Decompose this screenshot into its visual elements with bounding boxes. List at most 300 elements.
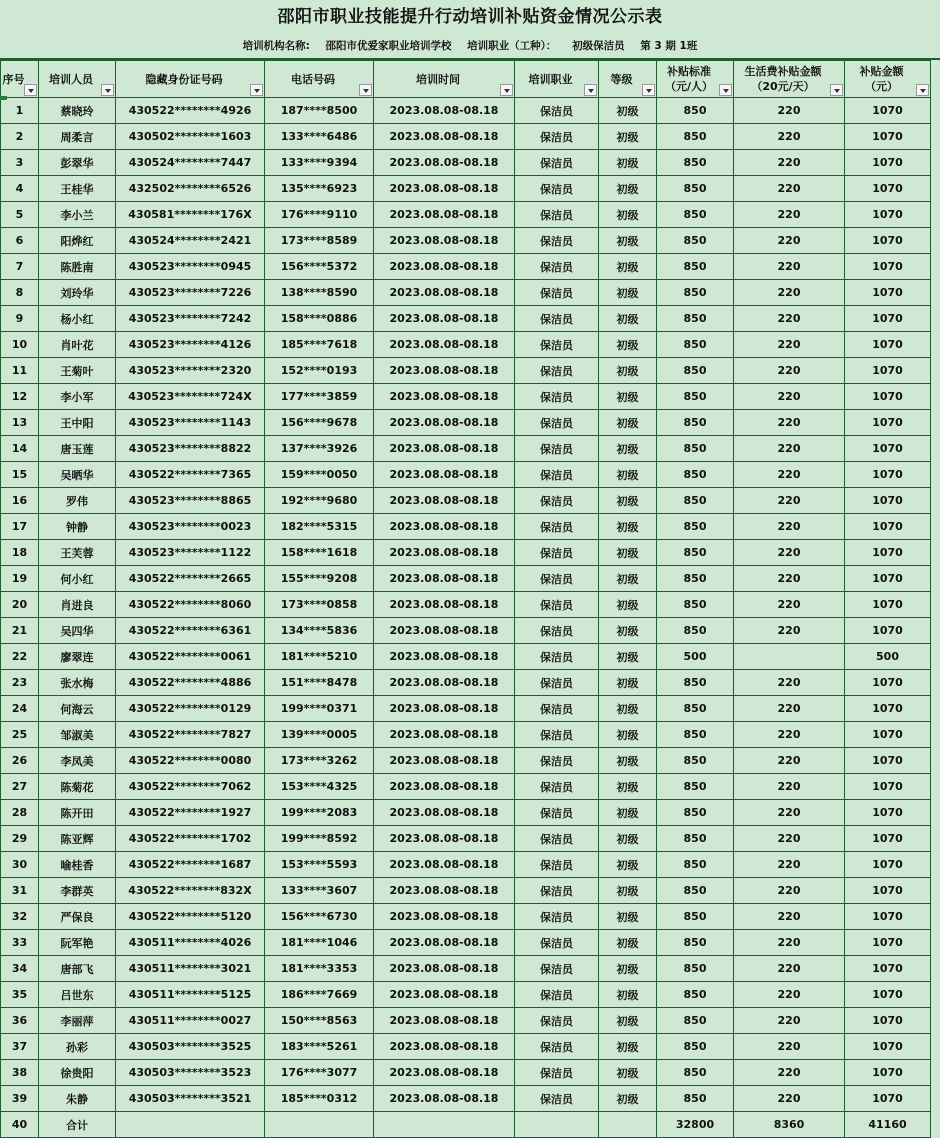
table-cell[interactable]: 26 <box>1 748 39 774</box>
table-cell[interactable]: 保洁员 <box>515 982 599 1008</box>
table-cell[interactable]: 保洁员 <box>515 332 599 358</box>
table-cell[interactable]: 32 <box>1 904 39 930</box>
table-cell[interactable]: 177****3859 <box>265 384 374 410</box>
table-cell[interactable]: 2023.08.08-08.18 <box>374 124 515 150</box>
table-cell[interactable]: 2023.08.08-08.18 <box>374 176 515 202</box>
table-cell[interactable]: 158****1618 <box>265 540 374 566</box>
table-cell[interactable]: 初级 <box>599 852 657 878</box>
table-cell[interactable]: 2023.08.08-08.18 <box>374 306 515 332</box>
filter-dropdown-icon[interactable] <box>719 84 732 96</box>
table-cell[interactable]: 133****3607 <box>265 878 374 904</box>
table-cell[interactable]: 138****8590 <box>265 280 374 306</box>
table-cell[interactable]: 李小军 <box>39 384 116 410</box>
table-cell[interactable]: 176****3077 <box>265 1060 374 1086</box>
table-cell[interactable]: 2023.08.08-08.18 <box>374 696 515 722</box>
table-cell[interactable]: 430522********0061 <box>116 644 265 670</box>
table-cell[interactable]: 保洁员 <box>515 358 599 384</box>
table-cell[interactable]: 220 <box>734 878 845 904</box>
table-cell[interactable]: 3 <box>1 150 39 176</box>
table-cell[interactable]: 保洁员 <box>515 202 599 228</box>
table-cell[interactable]: 孙彩 <box>39 1034 116 1060</box>
table-cell[interactable]: 保洁员 <box>515 514 599 540</box>
table-cell[interactable]: 850 <box>657 904 734 930</box>
table-cell[interactable]: 430503********3521 <box>116 1086 265 1112</box>
table-cell[interactable]: 151****8478 <box>265 670 374 696</box>
table-cell[interactable]: 1070 <box>845 514 931 540</box>
table-cell[interactable]: 199****8592 <box>265 826 374 852</box>
table-cell[interactable]: 1070 <box>845 358 931 384</box>
table-cell[interactable]: 220 <box>734 852 845 878</box>
table-cell[interactable]: 初级 <box>599 332 657 358</box>
table-cell[interactable]: 罗伟 <box>39 488 116 514</box>
table-cell[interactable]: 1070 <box>845 98 931 124</box>
table-cell[interactable]: 2023.08.08-08.18 <box>374 462 515 488</box>
table-cell[interactable]: 850 <box>657 800 734 826</box>
table-cell[interactable]: 850 <box>657 462 734 488</box>
table-cell[interactable]: 1070 <box>845 1060 931 1086</box>
table-cell[interactable]: 初级 <box>599 956 657 982</box>
table-cell[interactable]: 22 <box>1 644 39 670</box>
table-cell[interactable]: 初级 <box>599 410 657 436</box>
table-cell[interactable]: 220 <box>734 228 845 254</box>
table-cell[interactable]: 220 <box>734 904 845 930</box>
table-cell[interactable]: 初级 <box>599 1034 657 1060</box>
table-cell[interactable]: 173****3262 <box>265 748 374 774</box>
table-cell[interactable]: 陈开田 <box>39 800 116 826</box>
table-cell[interactable]: 初级 <box>599 254 657 280</box>
filter-dropdown-icon[interactable] <box>916 84 929 96</box>
table-cell[interactable]: 14 <box>1 436 39 462</box>
table-cell[interactable]: 156****6730 <box>265 904 374 930</box>
table-cell[interactable]: 850 <box>657 956 734 982</box>
table-cell[interactable]: 13 <box>1 410 39 436</box>
total-cell[interactable] <box>116 1112 265 1138</box>
table-cell[interactable]: 430523********2320 <box>116 358 265 384</box>
table-cell[interactable]: 430523********1122 <box>116 540 265 566</box>
table-cell[interactable]: 850 <box>657 566 734 592</box>
table-cell[interactable]: 186****7669 <box>265 982 374 1008</box>
table-cell[interactable]: 850 <box>657 124 734 150</box>
table-cell[interactable]: 152****0193 <box>265 358 374 384</box>
table-cell[interactable]: 430511********4026 <box>116 930 265 956</box>
table-cell[interactable]: 1070 <box>845 462 931 488</box>
table-cell[interactable]: 850 <box>657 878 734 904</box>
table-cell[interactable]: 2023.08.08-08.18 <box>374 956 515 982</box>
table-cell[interactable]: 1070 <box>845 488 931 514</box>
total-cell[interactable] <box>265 1112 374 1138</box>
table-cell[interactable]: 张水梅 <box>39 670 116 696</box>
table-cell[interactable]: 1070 <box>845 280 931 306</box>
table-cell[interactable]: 2023.08.08-08.18 <box>374 852 515 878</box>
table-cell[interactable]: 初级 <box>599 124 657 150</box>
table-cell[interactable]: 初级 <box>599 982 657 1008</box>
table-cell[interactable]: 850 <box>657 228 734 254</box>
table-cell[interactable]: 吕世东 <box>39 982 116 1008</box>
table-cell[interactable]: 5 <box>1 202 39 228</box>
table-cell[interactable]: 220 <box>734 956 845 982</box>
table-cell[interactable]: 156****9678 <box>265 410 374 436</box>
table-cell[interactable]: 220 <box>734 982 845 1008</box>
table-cell[interactable]: 保洁员 <box>515 1008 599 1034</box>
table-cell[interactable]: 1070 <box>845 176 931 202</box>
table-cell[interactable]: 保洁员 <box>515 618 599 644</box>
table-cell[interactable]: 初级 <box>599 670 657 696</box>
table-cell[interactable]: 430523********1143 <box>116 410 265 436</box>
table-cell[interactable]: 保洁员 <box>515 254 599 280</box>
table-cell[interactable]: 1070 <box>845 618 931 644</box>
table-cell[interactable]: 850 <box>657 384 734 410</box>
table-cell[interactable]: 850 <box>657 982 734 1008</box>
table-cell[interactable]: 220 <box>734 410 845 436</box>
table-cell[interactable]: 34 <box>1 956 39 982</box>
table-cell[interactable]: 158****0886 <box>265 306 374 332</box>
total-cell[interactable]: 8360 <box>734 1112 845 1138</box>
table-cell[interactable]: 徐贵阳 <box>39 1060 116 1086</box>
table-cell[interactable]: 吴晒华 <box>39 462 116 488</box>
table-cell[interactable]: 初级 <box>599 644 657 670</box>
table-cell[interactable]: 430511********5125 <box>116 982 265 1008</box>
table-cell[interactable]: 150****8563 <box>265 1008 374 1034</box>
table-cell[interactable]: 430523********724X <box>116 384 265 410</box>
table-cell[interactable]: 初级 <box>599 176 657 202</box>
table-cell[interactable]: 430523********8865 <box>116 488 265 514</box>
table-cell[interactable]: 850 <box>657 722 734 748</box>
table-cell[interactable]: 4 <box>1 176 39 202</box>
table-cell[interactable]: 陈菊花 <box>39 774 116 800</box>
table-cell[interactable]: 1070 <box>845 930 931 956</box>
table-cell[interactable]: 850 <box>657 98 734 124</box>
table-cell[interactable]: 刘玲华 <box>39 280 116 306</box>
table-cell[interactable]: 2023.08.08-08.18 <box>374 488 515 514</box>
table-cell[interactable]: 199****0371 <box>265 696 374 722</box>
table-cell[interactable]: 220 <box>734 150 845 176</box>
table-cell[interactable]: 1070 <box>845 722 931 748</box>
table-cell[interactable]: 7 <box>1 254 39 280</box>
table-cell[interactable]: 37 <box>1 1034 39 1060</box>
table-cell[interactable]: 周柔言 <box>39 124 116 150</box>
table-cell[interactable]: 220 <box>734 592 845 618</box>
table-cell[interactable]: 2023.08.08-08.18 <box>374 1008 515 1034</box>
table-cell[interactable]: 156****5372 <box>265 254 374 280</box>
table-cell[interactable]: 220 <box>734 800 845 826</box>
table-cell[interactable] <box>734 644 845 670</box>
table-cell[interactable]: 139****0005 <box>265 722 374 748</box>
table-cell[interactable]: 2023.08.08-08.18 <box>374 358 515 384</box>
table-cell[interactable]: 2023.08.08-08.18 <box>374 722 515 748</box>
table-cell[interactable]: 王桂华 <box>39 176 116 202</box>
table-cell[interactable]: 1070 <box>845 306 931 332</box>
table-cell[interactable]: 36 <box>1 1008 39 1034</box>
table-cell[interactable]: 2 <box>1 124 39 150</box>
table-cell[interactable]: 初级 <box>599 904 657 930</box>
filter-dropdown-icon[interactable] <box>24 84 37 96</box>
table-cell[interactable]: 初级 <box>599 1086 657 1112</box>
table-cell[interactable]: 181****1046 <box>265 930 374 956</box>
table-cell[interactable]: 初级 <box>599 618 657 644</box>
table-cell[interactable]: 430523********0945 <box>116 254 265 280</box>
table-cell[interactable]: 430523********7242 <box>116 306 265 332</box>
table-cell[interactable]: 李小兰 <box>39 202 116 228</box>
table-cell[interactable]: 137****3926 <box>265 436 374 462</box>
table-cell[interactable]: 2023.08.08-08.18 <box>374 982 515 1008</box>
table-cell[interactable]: 183****5261 <box>265 1034 374 1060</box>
table-cell[interactable]: 唐部飞 <box>39 956 116 982</box>
table-cell[interactable]: 吴四华 <box>39 618 116 644</box>
table-cell[interactable]: 220 <box>734 98 845 124</box>
table-cell[interactable]: 23 <box>1 670 39 696</box>
table-cell[interactable]: 1 <box>1 98 39 124</box>
table-cell[interactable]: 保洁员 <box>515 722 599 748</box>
table-cell[interactable]: 220 <box>734 358 845 384</box>
table-cell[interactable]: 153****4325 <box>265 774 374 800</box>
table-cell[interactable]: 850 <box>657 748 734 774</box>
table-cell[interactable]: 199****2083 <box>265 800 374 826</box>
table-cell[interactable]: 220 <box>734 930 845 956</box>
table-cell[interactable]: 850 <box>657 826 734 852</box>
table-cell[interactable]: 430503********3525 <box>116 1034 265 1060</box>
table-cell[interactable]: 初级 <box>599 722 657 748</box>
table-cell[interactable]: 35 <box>1 982 39 1008</box>
table-cell[interactable]: 220 <box>734 462 845 488</box>
table-cell[interactable]: 18 <box>1 540 39 566</box>
table-cell[interactable]: 2023.08.08-08.18 <box>374 670 515 696</box>
table-cell[interactable]: 850 <box>657 1060 734 1086</box>
table-cell[interactable]: 430522********1702 <box>116 826 265 852</box>
table-cell[interactable]: 220 <box>734 254 845 280</box>
table-cell[interactable]: 1070 <box>845 1034 931 1060</box>
table-cell[interactable]: 1070 <box>845 332 931 358</box>
table-cell[interactable]: 保洁员 <box>515 1034 599 1060</box>
table-cell[interactable]: 2023.08.08-08.18 <box>374 228 515 254</box>
table-cell[interactable]: 850 <box>657 540 734 566</box>
table-cell[interactable]: 182****5315 <box>265 514 374 540</box>
table-cell[interactable]: 陈胜南 <box>39 254 116 280</box>
table-cell[interactable]: 初级 <box>599 98 657 124</box>
table-cell[interactable]: 850 <box>657 436 734 462</box>
table-cell[interactable]: 135****6923 <box>265 176 374 202</box>
table-cell[interactable]: 1070 <box>845 670 931 696</box>
table-cell[interactable]: 430522********7365 <box>116 462 265 488</box>
table-cell[interactable]: 430523********0023 <box>116 514 265 540</box>
table-cell[interactable]: 430523********4126 <box>116 332 265 358</box>
table-cell[interactable]: 1070 <box>845 540 931 566</box>
table-cell[interactable]: 初级 <box>599 800 657 826</box>
table-cell[interactable]: 保洁员 <box>515 176 599 202</box>
table-cell[interactable]: 初级 <box>599 930 657 956</box>
table-cell[interactable]: 保洁员 <box>515 150 599 176</box>
table-cell[interactable]: 430522********832X <box>116 878 265 904</box>
table-cell[interactable]: 15 <box>1 462 39 488</box>
table-cell[interactable]: 2023.08.08-08.18 <box>374 904 515 930</box>
table-cell[interactable]: 初级 <box>599 826 657 852</box>
table-cell[interactable]: 185****0312 <box>265 1086 374 1112</box>
table-cell[interactable]: 何海云 <box>39 696 116 722</box>
table-cell[interactable]: 430522********5120 <box>116 904 265 930</box>
table-cell[interactable]: 2023.08.08-08.18 <box>374 566 515 592</box>
table-cell[interactable]: 430511********0027 <box>116 1008 265 1034</box>
table-cell[interactable]: 1070 <box>845 852 931 878</box>
table-cell[interactable]: 2023.08.08-08.18 <box>374 774 515 800</box>
filter-dropdown-icon[interactable] <box>101 84 114 96</box>
table-cell[interactable]: 初级 <box>599 358 657 384</box>
table-cell[interactable]: 李群英 <box>39 878 116 904</box>
table-cell[interactable]: 430522********7827 <box>116 722 265 748</box>
table-cell[interactable]: 保洁员 <box>515 696 599 722</box>
table-cell[interactable]: 220 <box>734 540 845 566</box>
table-cell[interactable]: 173****8589 <box>265 228 374 254</box>
table-cell[interactable]: 1070 <box>845 774 931 800</box>
table-cell[interactable]: 初级 <box>599 1060 657 1086</box>
table-cell[interactable]: 2023.08.08-08.18 <box>374 540 515 566</box>
table-cell[interactable]: 850 <box>657 696 734 722</box>
filter-dropdown-icon[interactable] <box>830 84 843 96</box>
table-cell[interactable]: 1070 <box>845 956 931 982</box>
table-cell[interactable]: 初级 <box>599 566 657 592</box>
table-cell[interactable]: 1070 <box>845 1008 931 1034</box>
table-cell[interactable]: 2023.08.08-08.18 <box>374 826 515 852</box>
table-cell[interactable]: 430523********7226 <box>116 280 265 306</box>
table-cell[interactable]: 153****5593 <box>265 852 374 878</box>
table-cell[interactable]: 220 <box>734 696 845 722</box>
table-cell[interactable]: 2023.08.08-08.18 <box>374 514 515 540</box>
table-cell[interactable]: 廖翠连 <box>39 644 116 670</box>
table-cell[interactable]: 保洁员 <box>515 280 599 306</box>
table-cell[interactable]: 保洁员 <box>515 540 599 566</box>
total-cell[interactable]: 32800 <box>657 1112 734 1138</box>
table-cell[interactable]: 1070 <box>845 566 931 592</box>
table-cell[interactable]: 2023.08.08-08.18 <box>374 618 515 644</box>
table-cell[interactable]: 220 <box>734 1008 845 1034</box>
table-cell[interactable]: 850 <box>657 1086 734 1112</box>
table-cell[interactable]: 初级 <box>599 1008 657 1034</box>
table-cell[interactable]: 11 <box>1 358 39 384</box>
table-cell[interactable]: 王菊叶 <box>39 358 116 384</box>
total-cell[interactable] <box>515 1112 599 1138</box>
table-cell[interactable]: 133****9394 <box>265 150 374 176</box>
table-cell[interactable]: 保洁员 <box>515 904 599 930</box>
table-cell[interactable]: 阳烨红 <box>39 228 116 254</box>
table-cell[interactable]: 保洁员 <box>515 644 599 670</box>
table-cell[interactable]: 134****5836 <box>265 618 374 644</box>
table-cell[interactable]: 1070 <box>845 904 931 930</box>
table-cell[interactable]: 初级 <box>599 592 657 618</box>
table-cell[interactable]: 初级 <box>599 878 657 904</box>
table-cell[interactable]: 2023.08.08-08.18 <box>374 332 515 358</box>
table-cell[interactable]: 保洁员 <box>515 852 599 878</box>
table-cell[interactable]: 李丽萍 <box>39 1008 116 1034</box>
table-cell[interactable]: 2023.08.08-08.18 <box>374 930 515 956</box>
table-cell[interactable]: 初级 <box>599 462 657 488</box>
table-cell[interactable]: 保洁员 <box>515 436 599 462</box>
total-cell[interactable] <box>374 1112 515 1138</box>
table-cell[interactable]: 2023.08.08-08.18 <box>374 592 515 618</box>
table-cell[interactable]: 1070 <box>845 696 931 722</box>
table-cell[interactable]: 850 <box>657 670 734 696</box>
filter-dropdown-icon[interactable] <box>584 84 597 96</box>
table-cell[interactable]: 39 <box>1 1086 39 1112</box>
table-cell[interactable]: 430511********3021 <box>116 956 265 982</box>
table-cell[interactable]: 保洁员 <box>515 956 599 982</box>
table-cell[interactable]: 2023.08.08-08.18 <box>374 1086 515 1112</box>
table-cell[interactable]: 6 <box>1 228 39 254</box>
table-cell[interactable]: 保洁员 <box>515 306 599 332</box>
table-cell[interactable]: 1070 <box>845 878 931 904</box>
table-cell[interactable]: 430522********6361 <box>116 618 265 644</box>
table-cell[interactable]: 保洁员 <box>515 410 599 436</box>
table-cell[interactable]: 王中阳 <box>39 410 116 436</box>
table-cell[interactable]: 220 <box>734 488 845 514</box>
table-cell[interactable]: 初级 <box>599 774 657 800</box>
table-cell[interactable]: 850 <box>657 592 734 618</box>
table-cell[interactable]: 保洁员 <box>515 1086 599 1112</box>
table-cell[interactable]: 430524********2421 <box>116 228 265 254</box>
table-cell[interactable]: 1070 <box>845 1086 931 1112</box>
table-cell[interactable]: 220 <box>734 1086 845 1112</box>
table-cell[interactable]: 185****7618 <box>265 332 374 358</box>
table-cell[interactable]: 1070 <box>845 410 931 436</box>
table-cell[interactable]: 何小红 <box>39 566 116 592</box>
table-cell[interactable]: 430581********176X <box>116 202 265 228</box>
filter-dropdown-icon[interactable] <box>500 84 513 96</box>
table-cell[interactable]: 850 <box>657 1008 734 1034</box>
table-cell[interactable]: 133****6486 <box>265 124 374 150</box>
table-cell[interactable]: 2023.08.08-08.18 <box>374 800 515 826</box>
filter-dropdown-icon[interactable] <box>250 84 263 96</box>
table-cell[interactable]: 192****9680 <box>265 488 374 514</box>
table-cell[interactable]: 432502********6526 <box>116 176 265 202</box>
table-cell[interactable]: 27 <box>1 774 39 800</box>
table-cell[interactable]: 430522********1687 <box>116 852 265 878</box>
table-cell[interactable]: 彭翠华 <box>39 150 116 176</box>
table-cell[interactable]: 850 <box>657 280 734 306</box>
table-cell[interactable]: 220 <box>734 124 845 150</box>
table-cell[interactable]: 2023.08.08-08.18 <box>374 254 515 280</box>
table-cell[interactable]: 33 <box>1 930 39 956</box>
table-cell[interactable]: 1070 <box>845 982 931 1008</box>
table-cell[interactable]: 保洁员 <box>515 826 599 852</box>
table-cell[interactable]: 保洁员 <box>515 98 599 124</box>
table-cell[interactable]: 1070 <box>845 592 931 618</box>
table-cell[interactable]: 初级 <box>599 514 657 540</box>
table-cell[interactable]: 17 <box>1 514 39 540</box>
table-cell[interactable]: 2023.08.08-08.18 <box>374 98 515 124</box>
table-cell[interactable]: 16 <box>1 488 39 514</box>
table-cell[interactable]: 155****9208 <box>265 566 374 592</box>
table-cell[interactable]: 850 <box>657 358 734 384</box>
table-cell[interactable]: 25 <box>1 722 39 748</box>
table-cell[interactable]: 220 <box>734 618 845 644</box>
table-cell[interactable]: 29 <box>1 826 39 852</box>
filter-dropdown-icon[interactable] <box>359 84 372 96</box>
table-cell[interactable]: 保洁员 <box>515 566 599 592</box>
table-cell[interactable]: 220 <box>734 566 845 592</box>
table-cell[interactable]: 初级 <box>599 280 657 306</box>
table-cell[interactable]: 2023.08.08-08.18 <box>374 150 515 176</box>
table-cell[interactable]: 220 <box>734 176 845 202</box>
table-cell[interactable]: 初级 <box>599 436 657 462</box>
table-cell[interactable]: 2023.08.08-08.18 <box>374 748 515 774</box>
table-cell[interactable]: 钟静 <box>39 514 116 540</box>
table-cell[interactable]: 初级 <box>599 202 657 228</box>
table-cell[interactable]: 220 <box>734 280 845 306</box>
total-cell[interactable]: 40 <box>1 1112 39 1138</box>
table-cell[interactable]: 220 <box>734 722 845 748</box>
table-cell[interactable]: 2023.08.08-08.18 <box>374 410 515 436</box>
table-cell[interactable]: 1070 <box>845 748 931 774</box>
table-cell[interactable]: 500 <box>845 644 931 670</box>
table-cell[interactable]: 10 <box>1 332 39 358</box>
table-cell[interactable]: 1070 <box>845 150 931 176</box>
